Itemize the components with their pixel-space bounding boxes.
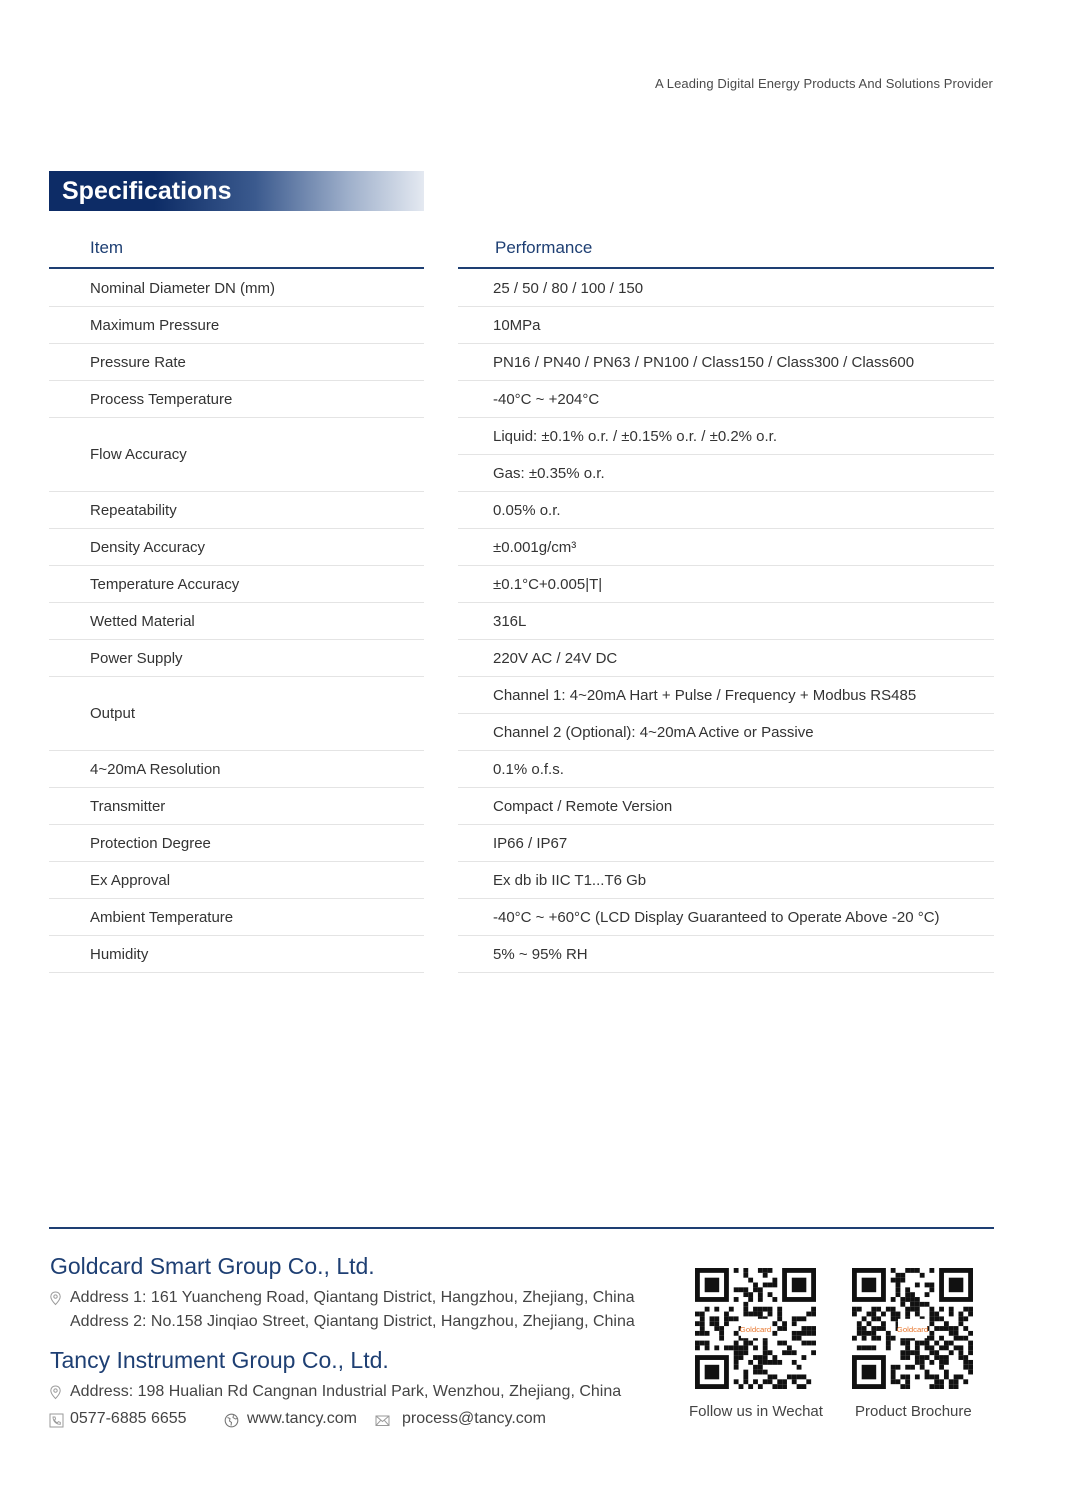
spec-performance-value: 5% ~ 95% RH — [458, 936, 994, 973]
table-row — [0, 344, 1072, 381]
spec-item-label: Nominal Diameter DN (mm) — [49, 270, 424, 307]
spec-performance — [458, 751, 994, 788]
table-row — [0, 825, 1072, 862]
website-link[interactable]: www.tancy.com — [247, 1410, 357, 1427]
spec-performance-value: 316L — [458, 603, 994, 640]
table-header-item: Item — [49, 238, 424, 269]
table-row — [0, 529, 1072, 566]
footer-divider — [49, 1227, 994, 1229]
spec-item-label: Density Accuracy — [49, 529, 424, 566]
spec-performance — [458, 899, 994, 936]
spec-performance-value: Liquid: ±0.1% o.r. / ±0.15% o.r. / ±0.2% o.r. — [458, 418, 994, 455]
address-line-2: Address 2: No.158 Jinqiao Street, Qiantang District, Hangzhou, Zhejiang, China — [70, 1313, 635, 1330]
spec-performance — [458, 529, 994, 566]
table-row — [0, 566, 1072, 603]
header-tagline: A Leading Digital Energy Products And Solutions Provider — [654, 76, 993, 91]
table-row — [0, 862, 1072, 899]
spec-performance-value: Ex db ib IIC T1...T6 Gb — [458, 862, 994, 899]
qr-logo-text: Goldcard — [896, 1324, 929, 1334]
spec-item-label: Flow Accuracy — [49, 418, 424, 492]
spec-performance — [458, 788, 994, 825]
spec-performance-value: ±0.1°C+0.005|T| — [458, 566, 994, 603]
phone-icon — [49, 1413, 64, 1428]
wechat-qr-code — [695, 1268, 816, 1389]
spec-performance-value: 25 / 50 / 80 / 100 / 150 — [458, 270, 994, 307]
table-row — [0, 640, 1072, 677]
spec-performance — [458, 936, 994, 973]
spec-performance-value: Channel 1: 4~20mA Hart + Pulse / Frequency + Modbus RS485 — [458, 677, 994, 714]
spec-item-label: Humidity — [49, 936, 424, 973]
spec-item-label: Repeatability — [49, 492, 424, 529]
spec-performance — [458, 862, 994, 899]
spec-performance-value: Gas: ±0.35% o.r. — [458, 455, 994, 492]
spec-performance — [458, 270, 994, 307]
table-header-performance: Performance — [458, 238, 994, 269]
phone-number: 0577-6885 6655 — [70, 1410, 187, 1427]
spec-item-label: Pressure Rate — [49, 344, 424, 381]
qr-logo-text: Goldcard — [739, 1324, 772, 1334]
spec-item-label: Ambient Temperature — [49, 899, 424, 936]
spec-performance — [458, 492, 994, 529]
spec-performance-value: Channel 2 (Optional): 4~20mA Active or Passive — [458, 714, 994, 751]
table-row — [0, 381, 1072, 418]
section-title: Specifications — [62, 177, 232, 205]
spec-item-label: Power Supply — [49, 640, 424, 677]
globe-icon — [224, 1413, 239, 1428]
spec-performance — [458, 677, 994, 751]
qr-caption-wechat: Follow us in Wechat — [689, 1403, 823, 1420]
spec-item-label: 4~20mA Resolution — [49, 751, 424, 788]
table-row — [0, 307, 1072, 344]
brochure-qr-code — [852, 1268, 973, 1389]
table-row — [0, 899, 1072, 936]
spec-performance — [458, 603, 994, 640]
specifications-banner — [49, 171, 424, 211]
spec-item-label: Ex Approval — [49, 862, 424, 899]
spec-performance — [458, 307, 994, 344]
spec-item-label: Transmitter — [49, 788, 424, 825]
spec-item-label: Temperature Accuracy — [49, 566, 424, 603]
spec-performance-value: -40°C ~ +60°C (LCD Display Guaranteed to Operate Above -20 °C) — [458, 899, 994, 936]
spec-item-label: Output — [49, 677, 424, 751]
company-name-tancy: Tancy Instrument Group Co., Ltd. — [50, 1347, 389, 1373]
spec-performance-value: 0.05% o.r. — [458, 492, 994, 529]
spec-performance-value: -40°C ~ +204°C — [458, 381, 994, 418]
spec-performance — [458, 566, 994, 603]
spec-performance-value: 0.1% o.f.s. — [458, 751, 994, 788]
mail-icon — [375, 1413, 390, 1428]
table-row — [0, 677, 1072, 751]
table-row — [0, 270, 1072, 307]
table-row — [0, 936, 1072, 973]
qr-caption-brochure: Product Brochure — [855, 1403, 972, 1420]
spec-item-label: Wetted Material — [49, 603, 424, 640]
company-name-goldcard: Goldcard Smart Group Co., Ltd. — [50, 1253, 375, 1279]
spec-performance-value: PN16 / PN40 / PN63 / PN100 / Class150 / Class300 / Class600 — [458, 344, 994, 381]
table-row — [0, 788, 1072, 825]
spec-performance-value: 10MPa — [458, 307, 994, 344]
email-link[interactable]: process@tancy.com — [402, 1410, 546, 1427]
spec-performance — [458, 825, 994, 862]
table-row — [0, 418, 1072, 492]
table-row — [0, 603, 1072, 640]
spec-performance-value: ±0.001g/cm³ — [458, 529, 994, 566]
spec-performance — [458, 418, 994, 492]
spec-performance — [458, 381, 994, 418]
spec-performance-value: Compact / Remote Version — [458, 788, 994, 825]
spec-item-label: Maximum Pressure — [49, 307, 424, 344]
address-line-tancy: Address: 198 Hualian Rd Cangnan Industrial Park, Wenzhou, Zhejiang, China — [70, 1383, 622, 1400]
spec-table-body — [0, 270, 1072, 973]
spec-performance-value: 220V AC / 24V DC — [458, 640, 994, 677]
table-row — [0, 492, 1072, 529]
spec-item-label: Process Temperature — [49, 381, 424, 418]
spec-performance — [458, 344, 994, 381]
spec-performance-value: IP66 / IP67 — [458, 825, 994, 862]
spec-performance — [458, 640, 994, 677]
spec-item-label: Protection Degree — [49, 825, 424, 862]
address-line-1: Address 1: 161 Yuancheng Road, Qiantang District, Hangzhou, Zhejiang, China — [70, 1289, 635, 1306]
location-pin-icon — [49, 1385, 62, 1400]
location-pin-icon — [49, 1291, 62, 1306]
table-row — [0, 751, 1072, 788]
